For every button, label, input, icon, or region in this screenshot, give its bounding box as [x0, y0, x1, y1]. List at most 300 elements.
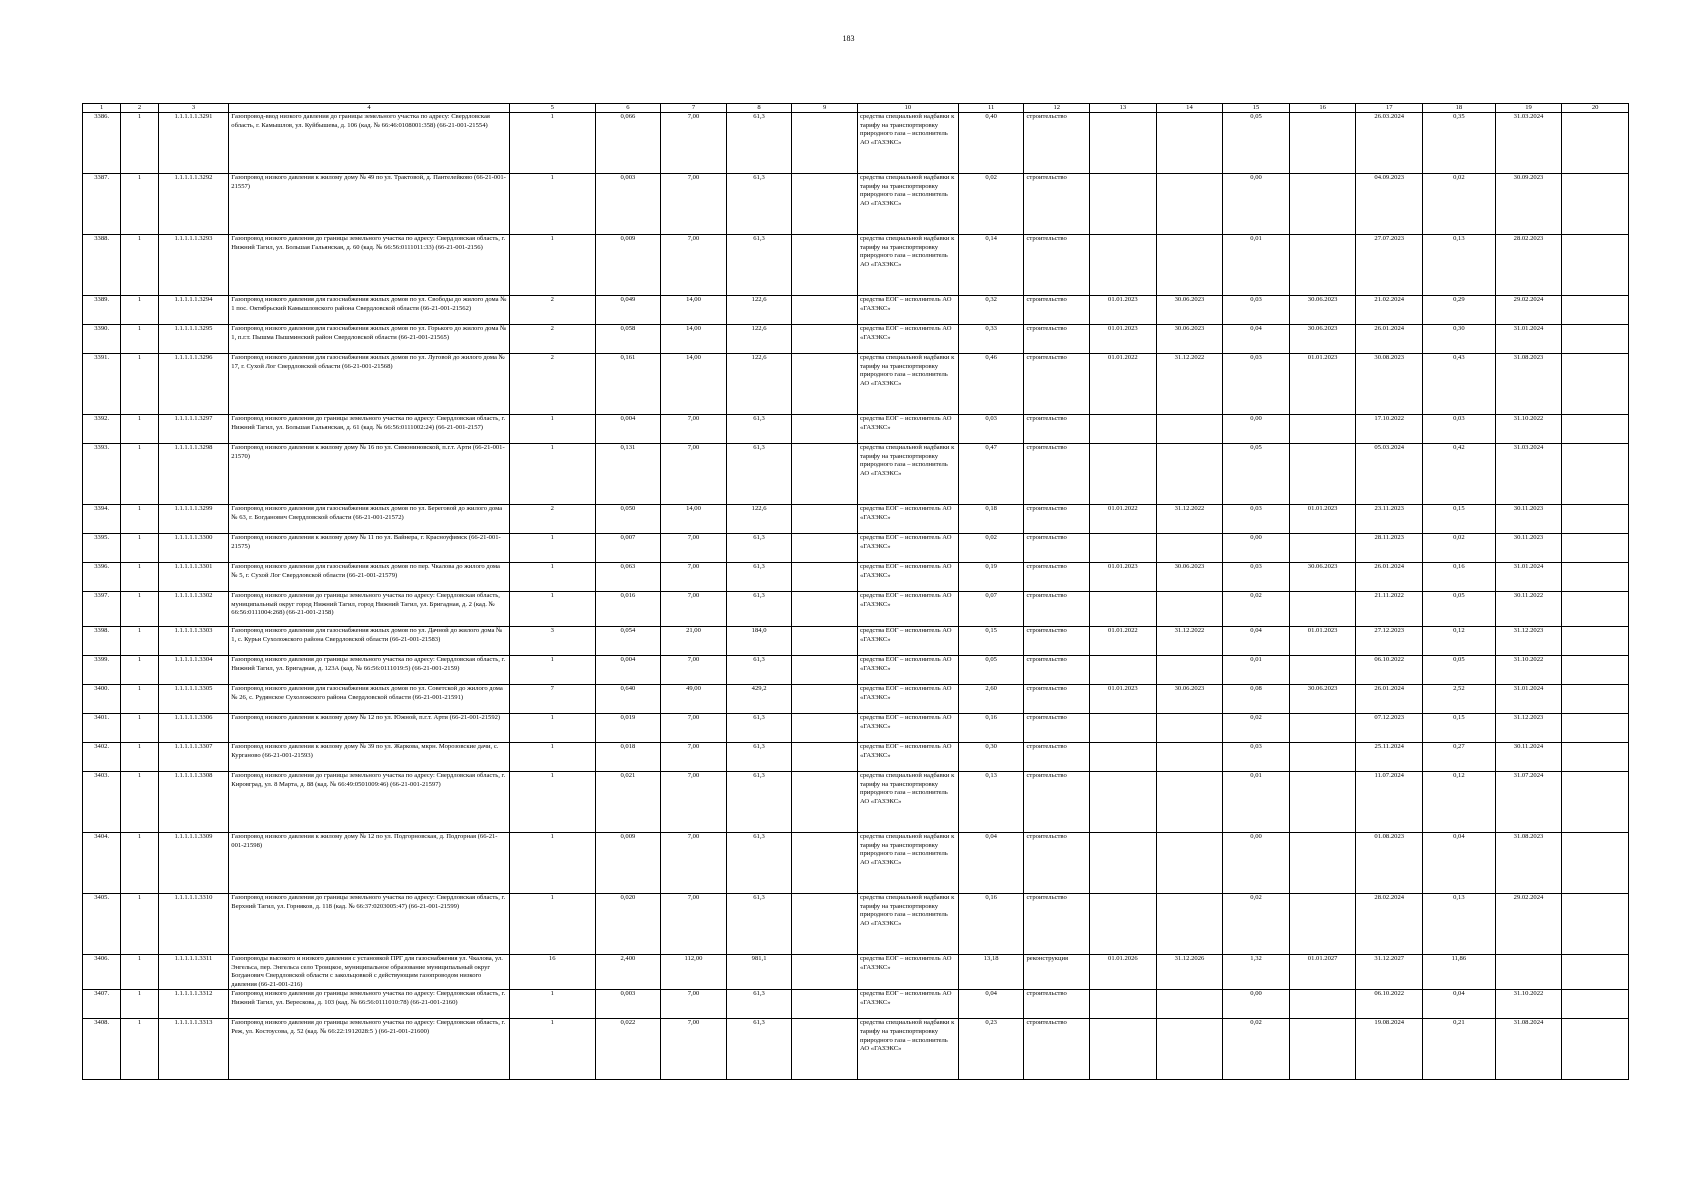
table-cell: 122,6 [726, 354, 792, 415]
table-cell: 7,00 [661, 833, 727, 894]
column-header: 10 [857, 104, 958, 113]
table-cell: Газопровод низкого давления до границы земельного участка по адресу: Свердловская область, г. Нижний Тагил, ул. Большая Гальянская, д. 60 (кад. № 66:56:0111011:33) (66-21-001-2156) [229, 235, 510, 296]
table-cell: Газопровод низкого давления до границы земельного участка по адресу: Свердловская область, муниципальный округ город Нижний Тагил, город Нижний Тагил, ул. Бригадная, д. 2 (кад. № 66:56:0111004:268) (66-21-001-2158) [229, 592, 510, 627]
table-cell: 0,23 [958, 1019, 1024, 1080]
table-cell: 3389. [83, 296, 121, 325]
table-cell: 31.01.2024 [1495, 563, 1562, 592]
table-cell: 0,42 [1423, 444, 1496, 505]
table-cell: 7,00 [661, 894, 727, 955]
table-cell: 0,27 [1423, 743, 1496, 772]
table-cell: 3387. [83, 174, 121, 235]
table-cell: 0,131 [595, 444, 661, 505]
table-cell: строительство [1024, 534, 1090, 563]
table-row [83, 563, 1629, 592]
table-cell [1090, 833, 1157, 894]
table-cell: 0,01 [1223, 235, 1290, 296]
table-cell: строительство [1024, 833, 1090, 894]
table-cell: 11.07.2024 [1356, 772, 1423, 833]
table-cell: 31.08.2024 [1495, 1019, 1562, 1080]
table-cell: 61,3 [726, 113, 792, 174]
table-cell: средства ЕОГ – исполнитель АО «ГАЗЭКС» [857, 563, 958, 592]
table-cell: Газопровод низкого давления к жилому дому № 49 по ул. Трактовой, д. Пантелейково (66-21-001-21557) [229, 174, 510, 235]
table-cell: строительство [1024, 685, 1090, 714]
table-cell: 7,00 [661, 592, 727, 627]
table-cell: 0,03 [1423, 415, 1496, 444]
table-cell: 1.1.1.1.1.3305 [158, 685, 229, 714]
table-cell: 0,05 [1423, 592, 1496, 627]
table-cell: 1 [509, 592, 595, 627]
table-cell: 0,03 [958, 415, 1024, 444]
table-cell: 19.08.2024 [1356, 1019, 1423, 1080]
table-cell: 04.09.2023 [1356, 174, 1423, 235]
table-cell: 2,52 [1423, 685, 1496, 714]
table-cell: 3400. [83, 685, 121, 714]
table-cell: 0,021 [595, 772, 661, 833]
table-cell [1289, 592, 1356, 627]
table-cell: 2 [509, 505, 595, 534]
table-cell: 61,3 [726, 563, 792, 592]
table-cell [1090, 444, 1157, 505]
table-cell: 7 [509, 685, 595, 714]
table-cell: средства ЕОГ – исполнитель АО «ГАЗЭКС» [857, 656, 958, 685]
table-cell: 0,020 [595, 894, 661, 955]
table-cell: средства специальной надбавки к тарифу на транспортировку природного газа – исполнитель АО «ГАЗЭКС» [857, 833, 958, 894]
table-cell: 0,12 [1423, 772, 1496, 833]
table-cell [1090, 534, 1157, 563]
table-cell: 01.01.2023 [1289, 505, 1356, 534]
table-cell: строительство [1024, 296, 1090, 325]
table-cell: 0,15 [1423, 714, 1496, 743]
table-cell: 16 [509, 955, 595, 990]
table-cell: 01.01.2023 [1090, 563, 1157, 592]
table-cell: 981,1 [726, 955, 792, 990]
table-row [83, 743, 1629, 772]
table-cell: строительство [1024, 444, 1090, 505]
table-cell: строительство [1024, 772, 1090, 833]
column-header: 11 [958, 104, 1024, 113]
table-cell: 31.12.2023 [1495, 714, 1562, 743]
table-cell: 1.1.1.1.1.3308 [158, 772, 229, 833]
table-cell: 01.01.2023 [1289, 354, 1356, 415]
table-cell: 7,00 [661, 772, 727, 833]
table-cell [792, 534, 858, 563]
table-cell [1562, 627, 1629, 656]
table-cell: 0,04 [958, 833, 1024, 894]
table-cell: 7,00 [661, 235, 727, 296]
table-cell: 1 [509, 113, 595, 174]
table-cell [1090, 174, 1157, 235]
table-cell: Газопровод низкого давления до границы земельного участка по адресу: Свердловская область, г. Кировград, ул. 8 Марта, д. 88 (кад. № 66:49:0501009:46) (66-21-001-21597) [229, 772, 510, 833]
table-cell [1156, 1019, 1223, 1080]
table-cell [792, 714, 858, 743]
table-cell [1562, 174, 1629, 235]
table-cell: 26.01.2024 [1356, 563, 1423, 592]
table-cell: 01.01.2022 [1090, 505, 1157, 534]
table-cell: 1 [509, 174, 595, 235]
table-cell: 28.11.2023 [1356, 534, 1423, 563]
table-cell: 61,3 [726, 1019, 792, 1080]
table-cell: 06.10.2022 [1356, 990, 1423, 1019]
table-row [83, 505, 1629, 534]
table-cell: 1 [121, 833, 158, 894]
table-cell: строительство [1024, 990, 1090, 1019]
table-cell: 1 [121, 990, 158, 1019]
table-cell: средства специальной надбавки к тарифу на транспортировку природного газа – исполнитель АО «ГАЗЭКС» [857, 772, 958, 833]
table-cell: 7,00 [661, 444, 727, 505]
table-cell [1562, 656, 1629, 685]
table-cell [792, 296, 858, 325]
table-cell: 1.1.1.1.1.3294 [158, 296, 229, 325]
table-cell: 0,022 [595, 1019, 661, 1080]
table-cell: 1 [509, 833, 595, 894]
table-cell: 31.12.2026 [1156, 955, 1223, 990]
table-cell: 30.06.2023 [1156, 296, 1223, 325]
table-row [83, 235, 1629, 296]
table-cell: 61,3 [726, 894, 792, 955]
table-cell [1090, 235, 1157, 296]
table-cell [1289, 656, 1356, 685]
table-cell: 30.11.2022 [1495, 592, 1562, 627]
table-cell: 61,3 [726, 833, 792, 894]
table-cell: 1.1.1.1.1.3296 [158, 354, 229, 415]
table-row [83, 534, 1629, 563]
table-cell [1156, 656, 1223, 685]
table-cell: 01.01.2023 [1090, 325, 1157, 354]
table-cell: 0,004 [595, 415, 661, 444]
table-cell: 1.1.1.1.1.3291 [158, 113, 229, 174]
table-cell [1090, 772, 1157, 833]
table-cell: 0,30 [958, 743, 1024, 772]
table-cell [792, 894, 858, 955]
table-cell: 01.01.2023 [1289, 627, 1356, 656]
table-cell [792, 444, 858, 505]
table-cell: 1.1.1.1.1.3312 [158, 990, 229, 1019]
table-cell: средства ЕОГ – исполнитель АО «ГАЗЭКС» [857, 505, 958, 534]
table-cell: 1 [121, 656, 158, 685]
table-cell: 3393. [83, 444, 121, 505]
table-cell [1156, 833, 1223, 894]
table-cell: 7,00 [661, 656, 727, 685]
table-row [83, 955, 1629, 990]
table-cell: 0,03 [1223, 563, 1290, 592]
table-cell: 1.1.1.1.1.3303 [158, 627, 229, 656]
table-cell: 61,3 [726, 743, 792, 772]
table-cell [1090, 1019, 1157, 1080]
table-cell: 1 [121, 685, 158, 714]
table-cell: строительство [1024, 354, 1090, 415]
table-cell: строительство [1024, 894, 1090, 955]
table-cell [1562, 772, 1629, 833]
table-cell [1090, 113, 1157, 174]
table-cell: 30.11.2023 [1495, 505, 1562, 534]
table-cell [1562, 325, 1629, 354]
table-cell: строительство [1024, 743, 1090, 772]
column-header: 15 [1223, 104, 1290, 113]
column-header: 19 [1495, 104, 1562, 113]
table-cell: 112,00 [661, 955, 727, 990]
table-cell: 01.01.2027 [1289, 955, 1356, 990]
table-cell: 30.08.2023 [1356, 354, 1423, 415]
table-cell: 1.1.1.1.1.3300 [158, 534, 229, 563]
table-row [83, 354, 1629, 415]
table-cell: Газопровод низкого давления для газоснабжения жилых домов по ул. Дачной до жилого дома № 1, с. Курьи Сухоложского района Свердловской области (66-21-001-21583) [229, 627, 510, 656]
table-cell: 31.10.2022 [1495, 656, 1562, 685]
table-cell: 0,00 [1223, 534, 1290, 563]
table-cell: Газопровод-ввод низкого давления до границы земельного участка по адресу: Свердловская область, г. Камышлов, ул. Куйбышева, д. 106 (кад. № 66:46:0108001:358) (66-21-001-21554) [229, 113, 510, 174]
table-cell: 31.12.2022 [1156, 505, 1223, 534]
table-cell: 1 [509, 1019, 595, 1080]
table-cell: Газопровод низкого давления к жилому дому № 16 по ул. Симониновской, п.г.т. Арти (66-21-001-21570) [229, 444, 510, 505]
table-cell: средства ЕОГ – исполнитель АО «ГАЗЭКС» [857, 592, 958, 627]
table-cell [1562, 415, 1629, 444]
table-cell [1289, 415, 1356, 444]
table-row [83, 685, 1629, 714]
table-cell [1562, 592, 1629, 627]
table-cell: 3395. [83, 534, 121, 563]
table-cell [1156, 990, 1223, 1019]
table-cell: 0,14 [958, 235, 1024, 296]
table-cell: строительство [1024, 714, 1090, 743]
table-cell [1090, 894, 1157, 955]
table-cell: 0,12 [1423, 627, 1496, 656]
table-cell: 1 [121, 627, 158, 656]
table-cell: средства специальной надбавки к тарифу на транспортировку природного газа – исполнитель АО «ГАЗЭКС» [857, 235, 958, 296]
table-row [83, 833, 1629, 894]
column-header: 5 [509, 104, 595, 113]
table-row [83, 113, 1629, 174]
table-cell: 21,00 [661, 627, 727, 656]
table-cell: 1 [509, 772, 595, 833]
table-row [83, 592, 1629, 627]
table-row [83, 1019, 1629, 1080]
table-cell: 122,6 [726, 505, 792, 534]
table-cell [792, 325, 858, 354]
table-cell [1495, 955, 1562, 990]
table-cell [1156, 174, 1223, 235]
table-cell: 61,3 [726, 534, 792, 563]
table-cell: 1 [121, 955, 158, 990]
table-cell: Газопровод низкого давления к жилому дому № 12 по ул. Южной, п.г.т. Арти (66-21-001-21592) [229, 714, 510, 743]
column-header: 7 [661, 104, 727, 113]
table-cell: 1 [509, 444, 595, 505]
column-header: 12 [1024, 104, 1090, 113]
table-cell: 1 [121, 325, 158, 354]
table-cell: 0,32 [958, 296, 1024, 325]
table-cell [792, 505, 858, 534]
table-cell: 3386. [83, 113, 121, 174]
table-cell: 7,00 [661, 714, 727, 743]
table-cell: 1 [509, 235, 595, 296]
table-cell: 3404. [83, 833, 121, 894]
table-cell: 2,60 [958, 685, 1024, 714]
table-cell [792, 627, 858, 656]
table-cell: 11,86 [1423, 955, 1496, 990]
table-cell [1156, 894, 1223, 955]
table-cell: средства ЕОГ – исполнитель АО «ГАЗЭКС» [857, 325, 958, 354]
table-cell: 184,0 [726, 627, 792, 656]
table-cell: 1 [509, 656, 595, 685]
table-cell: 28.02.2024 [1356, 894, 1423, 955]
table-cell: 3394. [83, 505, 121, 534]
column-header: 6 [595, 104, 661, 113]
table-cell [1156, 235, 1223, 296]
table-row [83, 325, 1629, 354]
table-cell: 29.02.2024 [1495, 296, 1562, 325]
column-header: 20 [1562, 104, 1629, 113]
table-cell: 61,3 [726, 772, 792, 833]
table-cell: средства ЕОГ – исполнитель АО «ГАЗЭКС» [857, 296, 958, 325]
table-cell: 0,03 [1223, 354, 1290, 415]
table-cell: 0,02 [1423, 174, 1496, 235]
table-cell: 31.10.2022 [1495, 990, 1562, 1019]
table-cell: 61,3 [726, 444, 792, 505]
table-cell: 0,13 [1423, 894, 1496, 955]
table-cell: 0,066 [595, 113, 661, 174]
table-cell: 0,05 [1223, 444, 1290, 505]
table-cell [1562, 990, 1629, 1019]
table-cell: 1 [121, 113, 158, 174]
table-cell [1289, 444, 1356, 505]
table-cell: 7,00 [661, 113, 727, 174]
table-cell: 7,00 [661, 415, 727, 444]
table-cell: 0,30 [1423, 325, 1496, 354]
table-cell: Газопровод низкого давления к жилому дому № 39 по ул. Жаркова, мкрн. Морозовские дачи, с. Курганово (66-21-001-21593) [229, 743, 510, 772]
table-cell: 1 [121, 714, 158, 743]
table-cell: 1 [121, 505, 158, 534]
table-cell: 0,07 [958, 592, 1024, 627]
table-cell: 30.06.2023 [1289, 325, 1356, 354]
table-cell [792, 955, 858, 990]
table-cell: 1 [509, 714, 595, 743]
table-cell: 31.08.2023 [1495, 354, 1562, 415]
table-cell: 7,00 [661, 174, 727, 235]
table-cell: 31.12.2022 [1156, 354, 1223, 415]
table-cell: 122,6 [726, 296, 792, 325]
table-cell: 0,058 [595, 325, 661, 354]
table-cell: 0,02 [1223, 1019, 1290, 1080]
table-cell: 3402. [83, 743, 121, 772]
table-cell [1289, 174, 1356, 235]
table-cell: 0,05 [1223, 113, 1290, 174]
table-cell: 1.1.1.1.1.3307 [158, 743, 229, 772]
table-cell [1090, 743, 1157, 772]
table-cell: 1.1.1.1.1.3301 [158, 563, 229, 592]
table-cell: 1 [121, 444, 158, 505]
page-number: 183 [842, 34, 855, 43]
table-cell: средства ЕОГ – исполнитель АО «ГАЗЭКС» [857, 415, 958, 444]
table-cell: средства ЕОГ – исполнитель АО «ГАЗЭКС» [857, 714, 958, 743]
table-cell [1156, 415, 1223, 444]
table-cell [1156, 113, 1223, 174]
table-cell: 61,3 [726, 235, 792, 296]
table-cell: 0,004 [595, 656, 661, 685]
table-cell: Газопровод низкого давления для газоснабжения жилых домов по пер. Чкалова до жилого дома № 5, г. Сухой Лог Свердловской области (66-21-001-21579) [229, 563, 510, 592]
table-cell: 0,21 [1423, 1019, 1496, 1080]
table-cell [1289, 772, 1356, 833]
table-cell: средства ЕОГ – исполнитель АО «ГАЗЭКС» [857, 955, 958, 990]
table-cell: 27.07.2023 [1356, 235, 1423, 296]
table-cell: 25.11.2024 [1356, 743, 1423, 772]
table-cell [792, 656, 858, 685]
table-cell: Газопровод низкого давления для газоснабжения жилых домов по ул. Береговой до жилого дома № 63, г. Богданович Свердловской области (66-21-001-21572) [229, 505, 510, 534]
table-cell [792, 563, 858, 592]
table-cell: 13,18 [958, 955, 1024, 990]
table-cell: 0,05 [1423, 656, 1496, 685]
table-cell: 0,00 [1223, 833, 1290, 894]
table-cell: 1.1.1.1.1.3298 [158, 444, 229, 505]
table-cell: 0,02 [1423, 534, 1496, 563]
table-cell: Газопровод низкого давления для газоснабжения жилых домов по ул. Горького до жилого дома № 1, п.г.т. Пышма Пышминский район Свердловской области (66-21-001-21565) [229, 325, 510, 354]
table-cell: 1 [121, 563, 158, 592]
table-cell: средства ЕОГ – исполнитель АО «ГАЗЭКС» [857, 743, 958, 772]
table-cell: Газопровод низкого давления к жилому дому № 12 по ул. Подгорновская, д. Подгорная (66-21-001-21598) [229, 833, 510, 894]
table-cell [1156, 444, 1223, 505]
table-cell: 0,13 [1423, 235, 1496, 296]
table-cell: строительство [1024, 1019, 1090, 1080]
table-cell [1562, 296, 1629, 325]
table-cell: 61,3 [726, 415, 792, 444]
table-cell: 1 [509, 743, 595, 772]
column-header: 18 [1423, 104, 1496, 113]
table-cell [1289, 113, 1356, 174]
table-cell: 1 [509, 990, 595, 1019]
table-cell: 0,46 [958, 354, 1024, 415]
table-cell: 30.06.2023 [1289, 296, 1356, 325]
table-cell: средства специальной надбавки к тарифу на транспортировку природного газа – исполнитель АО «ГАЗЭКС» [857, 1019, 958, 1080]
table-cell [1289, 534, 1356, 563]
table-cell: 3390. [83, 325, 121, 354]
table-cell: 0,018 [595, 743, 661, 772]
table-cell: 0,43 [1423, 354, 1496, 415]
table-cell: 0,003 [595, 174, 661, 235]
table-cell: 0,19 [958, 563, 1024, 592]
table-cell: реконструкция [1024, 955, 1090, 990]
table-cell: 7,00 [661, 990, 727, 1019]
table-cell: 28.02.2023 [1495, 235, 1562, 296]
table-cell [1562, 685, 1629, 714]
table-cell: 0,35 [1423, 113, 1496, 174]
table-cell [1562, 444, 1629, 505]
table-cell: 61,3 [726, 174, 792, 235]
table-cell: 31.03.2024 [1495, 113, 1562, 174]
table-cell: 0,049 [595, 296, 661, 325]
table-cell: средства ЕОГ – исполнитель АО «ГАЗЭКС» [857, 990, 958, 1019]
table-cell: 05.03.2024 [1356, 444, 1423, 505]
table-cell: 1,32 [1223, 955, 1290, 990]
table-cell [1289, 743, 1356, 772]
table-cell: 1 [121, 235, 158, 296]
table-cell [1090, 990, 1157, 1019]
table-cell: 30.06.2023 [1289, 563, 1356, 592]
table-cell: 1 [121, 743, 158, 772]
table-cell: 0,01 [1223, 656, 1290, 685]
table-cell: 1 [121, 354, 158, 415]
table-cell: средства специальной надбавки к тарифу на транспортировку природного газа – исполнитель АО «ГАЗЭКС» [857, 174, 958, 235]
table-cell: 01.01.2023 [1090, 685, 1157, 714]
table-cell: 0,47 [958, 444, 1024, 505]
table-row [83, 990, 1629, 1019]
table-cell: 0,003 [595, 990, 661, 1019]
table-cell: 31.01.2024 [1495, 685, 1562, 714]
table-cell [1562, 714, 1629, 743]
table-cell: 7,00 [661, 1019, 727, 1080]
table-cell [1156, 534, 1223, 563]
table-cell: Газопровод низкого давления для газоснабжения жилых домов по ул. Свободы до жилого дома № 1 пос. Октябрьский Камышловского района Свердловской области (66-21-001-21562) [229, 296, 510, 325]
table-cell [792, 235, 858, 296]
table-cell: 01.01.2022 [1090, 627, 1157, 656]
table-cell: 1.1.1.1.1.3306 [158, 714, 229, 743]
table-cell: 1.1.1.1.1.3297 [158, 415, 229, 444]
